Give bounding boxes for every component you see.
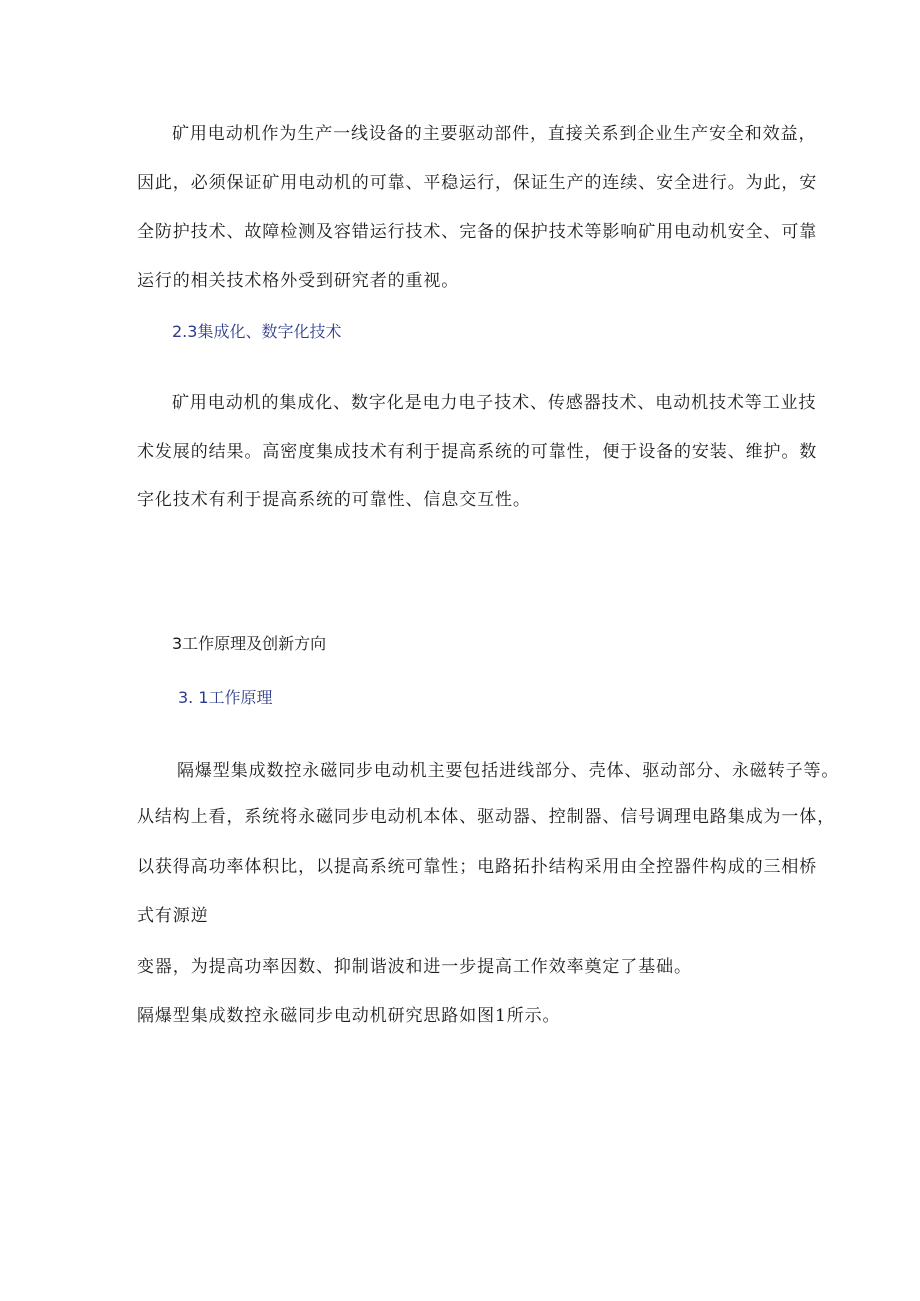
paragraph-1-line-2: 因此，必须保证矿用电动机的可靠、平稳运行，保证生产的连续、安全进行。为此，安 [137,173,818,193]
paragraph-3-line-6: 隔爆型集成数控永磁同步电动机研究思路如图1所示。 [137,1006,561,1026]
paragraph-1-line-1: 矿用电动机作为生产一线设备的主要驱动部件，直接关系到企业生产安全和效益， [172,124,817,144]
paragraph-2-line-3: 字化技术有利于提高系统的可靠性、信息交互性。 [137,490,531,510]
paragraph-2-line-2: 术发展的结果。高密度集成技术有利于提高系统的可靠性，便于设备的安装、维护。数 [137,442,818,462]
paragraph-3-line-5: 变器，为提高功率因数、抑制谐波和进一步提高工作效率奠定了基础。 [137,957,692,977]
section-heading-3-1: 3. 1工作原理 [178,688,273,707]
paragraph-3-line-4: 式有源逆 [137,906,209,926]
section-heading-3: 3工作原理及创新方向 [172,634,327,653]
paragraph-3-line-3: 以获得高功率体积比，以提高系统可靠性；电路拓扑结构采用由全控器件构成的三相桥 [137,857,818,877]
paragraph-2-line-1: 矿用电动机的集成化、数字化是电力电子技术、传感器技术、电动机技术等工业技 [172,393,817,413]
paragraph-1-line-3: 全防护技术、故障检测及容错运行技术、完备的保护技术等影响矿用电动机安全、可靠 [137,222,818,242]
paragraph-3-line-1: 隔爆型集成数控永磁同步电动机主要包括进线部分、壳体、驱动部分、永磁转子等。 [177,761,840,781]
paragraph-1-line-4: 运行的相关技术格外受到研究者的重视。 [137,271,460,291]
paragraph-3-line-2: 从结构上看，系统将永磁同步电动机本体、驱动器、控制器、信号调理电路集成为一体， [137,807,836,827]
section-heading-2-3: 2.3集成化、数字化技术 [172,322,342,341]
